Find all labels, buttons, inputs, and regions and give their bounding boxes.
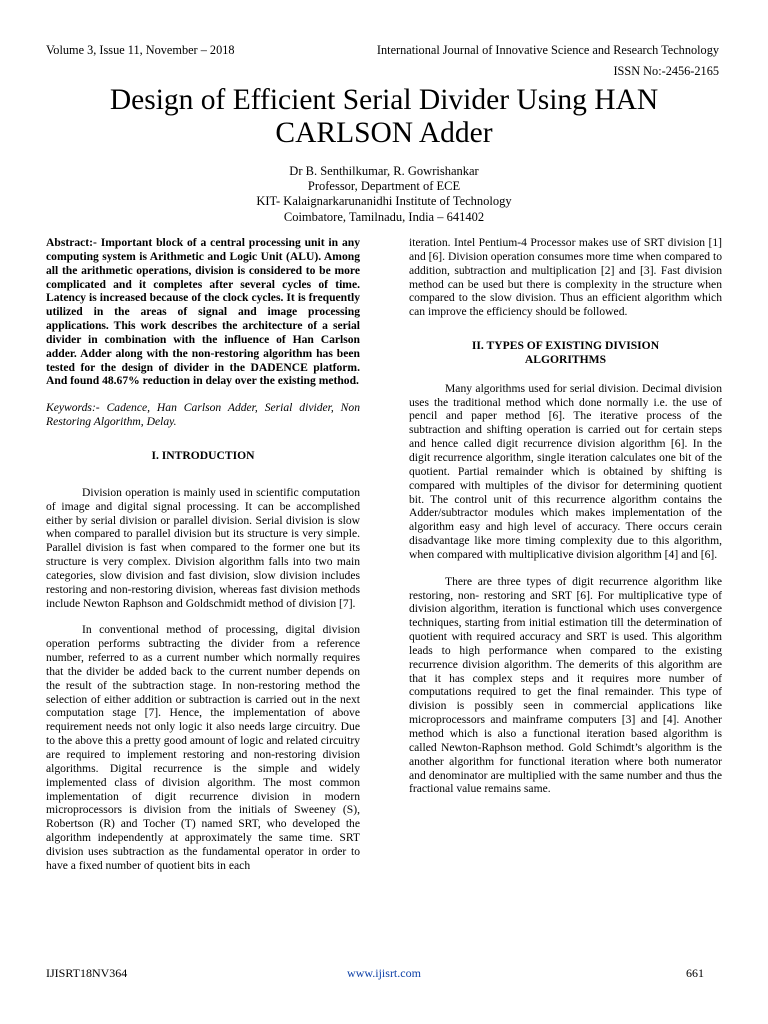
journal-name: International Journal of Innovative Science and Research Technology <box>376 43 719 57</box>
intro-paragraph-continued: iteration. Intel Pentium-4 Processor makes use of SRT division [1] and [6]. Division operation consumes more time when compared to addition, subtraction and multiplication [2] and [3]. Fast division method can be used but there is complexity in the structure when compared to the slow division. Thus an efficient algorithm which can improve the efficiency should be followed. <box>409 236 722 319</box>
paper-title-line-2: CARLSON Adder <box>275 117 493 149</box>
author-role: Professor, Department of ECE <box>307 179 461 194</box>
journal-volume-info: Volume 3, Issue 11, November – 2018 <box>46 43 235 57</box>
keywords: Keywords:- Cadence, Han Carlson Adder, Serial divider, Non Restoring Algorithm, Delay. <box>46 401 360 429</box>
right-column <box>409 236 722 796</box>
types-paragraph-1: Many algorithms used for serial division. Decimal division uses the traditional method which done normally i.e. the use of pencil and paper method [6]. The iterative process of the subtraction and shifting operation is carried out for certain steps and hence called digit recurrence division algorithm [6]. In the digit recurrence algorithm, single iteration calculates one bit of the quotient. Partial remainder which is obtained by shifting is compared with multiples of the divisor for determining quotient bit. The control unit of this recurrence algorithm contains the Adder/subtractor modules which makes implementation of the algorithm easy and high level of accuracy. There occurs cerain disadvantage like more timing complexity due to this algorithm, when compared with multiplicative division algorithm [4] and [6]. <box>409 381 722 561</box>
journal-url-link[interactable]: www.ijisrt.com <box>347 966 421 980</box>
author-block <box>40 164 728 225</box>
intro-paragraph-1: Division operation is mainly used in scientific computation of image and digital signal processing. It can be accomplished either by serial division or parallel division. Serial division is slow when compared to parallel division but its structure is very simple. Parallel division is fast when compared to the former one but its structure is very complex. Division algorithm falls into two main categories, slow division and fast division, slow division includes restoring and non-restoring division, whereas fast division methods include Newton Raphson and Goldschmidt method of division [7]. <box>46 485 360 610</box>
issn-number: ISSN No:-2456-2165 <box>613 64 719 78</box>
author-names: Dr B. Senthilkumar, R. Gowrishankar <box>289 164 479 178</box>
section-heading-types-line-2: ALGORITHMS <box>524 352 607 366</box>
abstract: Abstract:- Important block of a central processing unit in any computing system is Arithmetic and Logic Unit (ALU). Among all the arithmetic operations, division is considered to be more complicated and it completes after several cycles of time. Latency is increased because of the clock cycles. It is frequently utilized in the areas of signal and image processing applications. This work describes the architecture of a serial divider in combination with the influence of Han Carlson adder. Adder along with the non-restoring algorithm has been tested for the design of divider in the DADENCE platform. And found 48.67% reduction in delay over the existing method. <box>46 236 360 388</box>
types-paragraph-2: There are three types of digit recurrence algorithm like restoring, non- restoring and SRT [6]. For multiplicative type of division algorithm, iteration is functional which uses convergence techniques, starting from initial estimation till the determination of quotient with required accuracy and SRT is used. This algorithm leads to high performance when compared to the existing recurrence division algorithm. The demerits of this algorithm are that it has complex steps and it requires more number of computations required to get the final remainder. This type of division is possibly seen in commercial applications like microprocessors and mainframe computers [3] and [4]. Another method which is also a functional iteration based algorithm is called Newton-Raphson method. Gold Schimdt’s algorithm is the another algorithm for functional iteration where both numerator and denominator are multiplied with the same number and thus the fractional value remains same. <box>409 574 722 796</box>
paper-title-line-1: Design of Efficient Serial Divider Using HAN <box>109 84 659 116</box>
author-location: Coimbatore, Tamilnadu, India – 641402 <box>283 209 485 224</box>
page-number: 661 <box>686 966 704 980</box>
left-column <box>46 236 360 873</box>
section-heading-types-line-1: II. TYPES OF EXISTING DIVISION <box>471 339 660 353</box>
paper-title <box>40 84 728 150</box>
author-institute: KIT- Kalaignarkarunanidhi Institute of Technology <box>256 194 512 209</box>
section-heading-introduction: I. INTRODUCTION <box>151 448 255 462</box>
paper-id: IJISRT18NV364 <box>46 966 128 980</box>
section-heading-types <box>409 339 722 367</box>
intro-paragraph-2: In conventional method of processing, digital division operation performs subtracting the divider from a reference number, referred to as a current number which normally requires that the divider be added back to the current number depends on the result of the subtraction stage. In non-restoring method the selection of either addition or subtraction is carried out in the next computation stage [7]. Hence, the implementation of above requirement needs not only logic it also needs large circuitry. Due to the above this a pretty good amount of logic and related circuitry are required to implement restoring and non-restoring division algorithms. Digital recurrence is the simple and widely implemented class of division algorithm. The most common implementation of digit recurrence division in modern microprocessors is division from the initials of Sweeney (S), Robertson (R) and Tocher (T) named SRT, who developed the algorithm independently at approximately the same time. SRT division uses subtraction as the fundamental operator in order to have a fixed number of quotient bits in each <box>46 623 360 872</box>
